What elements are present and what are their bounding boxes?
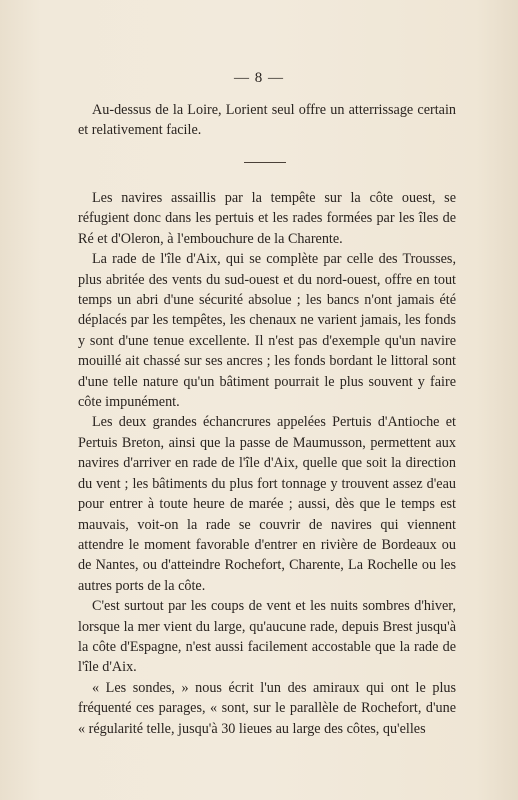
intro-paragraph: Au-dessus de la Loire, Lorient seul offre un atterrissage certain et relativement facile. [78,102,456,139]
paragraph-5: « Les sondes, » nous écrit l'un des amiraux qui ont le plus fréquenté ces parages, « sont, sur le parallèle de Rochefort, d'une « régularité telle, jusqu'à 30 lieues au large des côtes, qu'elles [78,679,456,737]
paragraph-3: Les deux grandes échancrures appelées Pertuis d'Antioche et Pertuis Breton, ainsi que la passe de Maumusson, permettent aux navires d'arriver en rade de l'île d'Aix, quelle que soit la direction du vent ; les bâtiments du plus fort tonnage y trouvent assez d'eau pour entrer à toute heure de marée ; aussi, dès que le temps est mauvais, voit-on la rade se couvrir de navires qui viennent attendre le moment favorable d'entrer en rivière de Bordeaux ou de Nantes, ou d'atteindre Rochefort, Charente, La Rochelle ou les autres ports de la côte. [78,414,456,594]
section-separator [244,162,286,163]
intro-text [78,100,456,141]
paragraph-4: C'est surtout par les coups de vent et les nuits sombres d'hiver, lorsque la mer vient du large, qu'aucune rade, depuis Brest jusqu'à la côte d'Espagne, n'est aussi facilement accostable que la rade de l'île d'Aix. [78,598,456,676]
page-number: — 8 — [234,70,284,86]
main-text [78,188,456,739]
paragraph-1: Les navires assaillis par la tempête sur la côte ouest, se réfugient donc dans les pertuis et les rades formées par les îles de Ré et d'Oleron, à l'embouchure de la Charente. [78,190,456,247]
paragraph-2: La rade de l'île d'Aix, qui se complète par celle des Trousses, plus abritée des vents du sud-ouest et du nord-ouest, offre en tout temps un abri d'une sécurité absolue ; les bancs n'ont jamais été déplacés par les tempêtes, les chenaux ne varient jamais, les fonds y sont d'une tenue excellente. Il n'est pas d'exemple qu'un navire mouillé ait chassé sur ses ancres ; les fonds bordant le littoral sont d'une telle nature qu'un bâtiment pourrait le plus souvent y faire côte impunément. [78,251,456,411]
